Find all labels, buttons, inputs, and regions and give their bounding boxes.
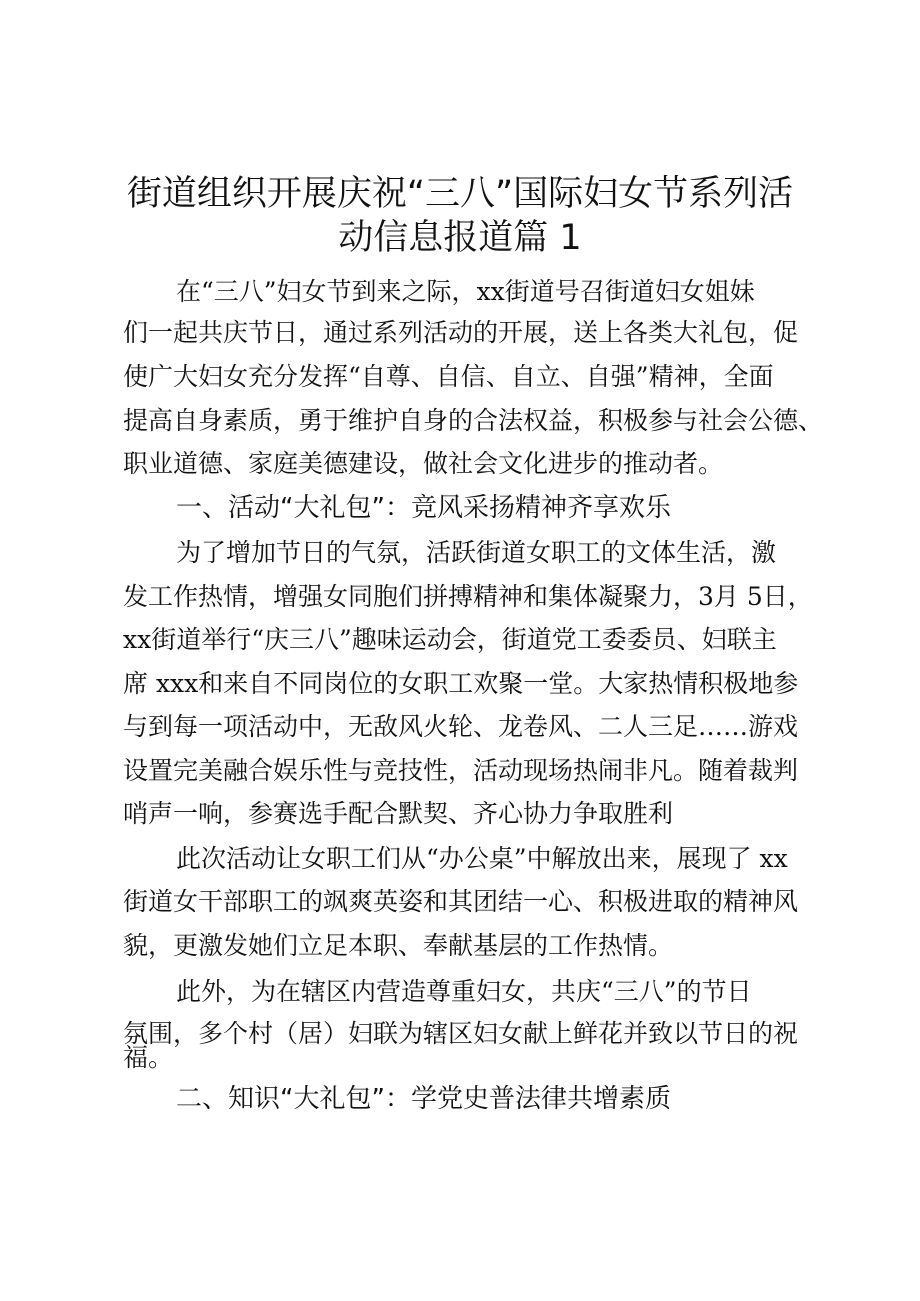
section1-paragraph2-line: 街道女干部职工的飒爽英姿和其团结一心、积极进取的精神风	[123, 887, 799, 916]
section1-paragraph1-line: 席 xxx和来自不同岗位的女职工欢聚一堂。大家热情积极地参	[123, 669, 799, 698]
document-title-line-2: 动信息报道篇 1	[338, 218, 582, 258]
intro-line: 职业道德、家庭美德建设，做社会文化进步的推动者。	[123, 449, 724, 478]
section1-paragraph2-line: 貌，更激发她们立足本职、奉献基层的工作热情。	[123, 931, 674, 960]
section1-paragraph1-line: xx街道举行“庆三八”趣味运动会，街道党工委委员、妇联主	[123, 625, 777, 654]
section1-paragraph1-line: 哨声一响，参赛选手配合默契、齐心协力争取胜利	[123, 799, 674, 828]
section1-paragraph2-line: 此次活动让女职工们从“办公桌”中解放出来，展现了 xx	[176, 844, 788, 873]
intro-line: 们一起共庆节日，通过系列活动的开展，送上各类大礼包，促	[123, 318, 799, 347]
intro-line: 在“三八”妇女节到来之际，xx街道号召街道妇女姐妹	[176, 277, 755, 306]
section1-paragraph1-line: 发工作热情，增强女同胞们拼搏精神和集体凝聚力，3月 5日，	[123, 582, 813, 611]
section1-paragraph3-line: 此外，为在辖区内营造尊重妇女，共庆“三八”的节日	[176, 977, 752, 1006]
section1-paragraph3-line: 福。	[123, 1043, 174, 1072]
section-heading-1: 一、活动“大礼包”：竞风采扬精神齐享欢乐	[176, 493, 671, 523]
section1-paragraph1-line: 为了增加节日的气氛，活跃街道女职工的文体生活，激	[176, 538, 777, 567]
document-title-line-1: 街道组织开展庆祝“三八”国际妇女节系列活	[126, 174, 794, 214]
intro-line: 提高自身素质，勇于维护自身的合法权益，积极参与社会公德、	[123, 406, 824, 435]
section-heading-2: 二、知识“大礼包”：学党史普法律共增素质	[176, 1084, 671, 1114]
section1-paragraph1-line: 设置完美融合娱乐性与竞技性，活动现场热闹非凡。随着裁判	[123, 756, 799, 785]
intro-line: 使广大妇女充分发挥“自尊、自信、自立、自强”精神，全面	[123, 362, 774, 391]
section1-paragraph3-line: 氛围，多个村（居）妇联为辖区妇女献上鲜花并致以节日的祝	[123, 1019, 799, 1048]
section1-paragraph1-line: 与到每一项活动中，无敌风火轮、龙卷风、二人三足……游戏	[123, 712, 799, 741]
